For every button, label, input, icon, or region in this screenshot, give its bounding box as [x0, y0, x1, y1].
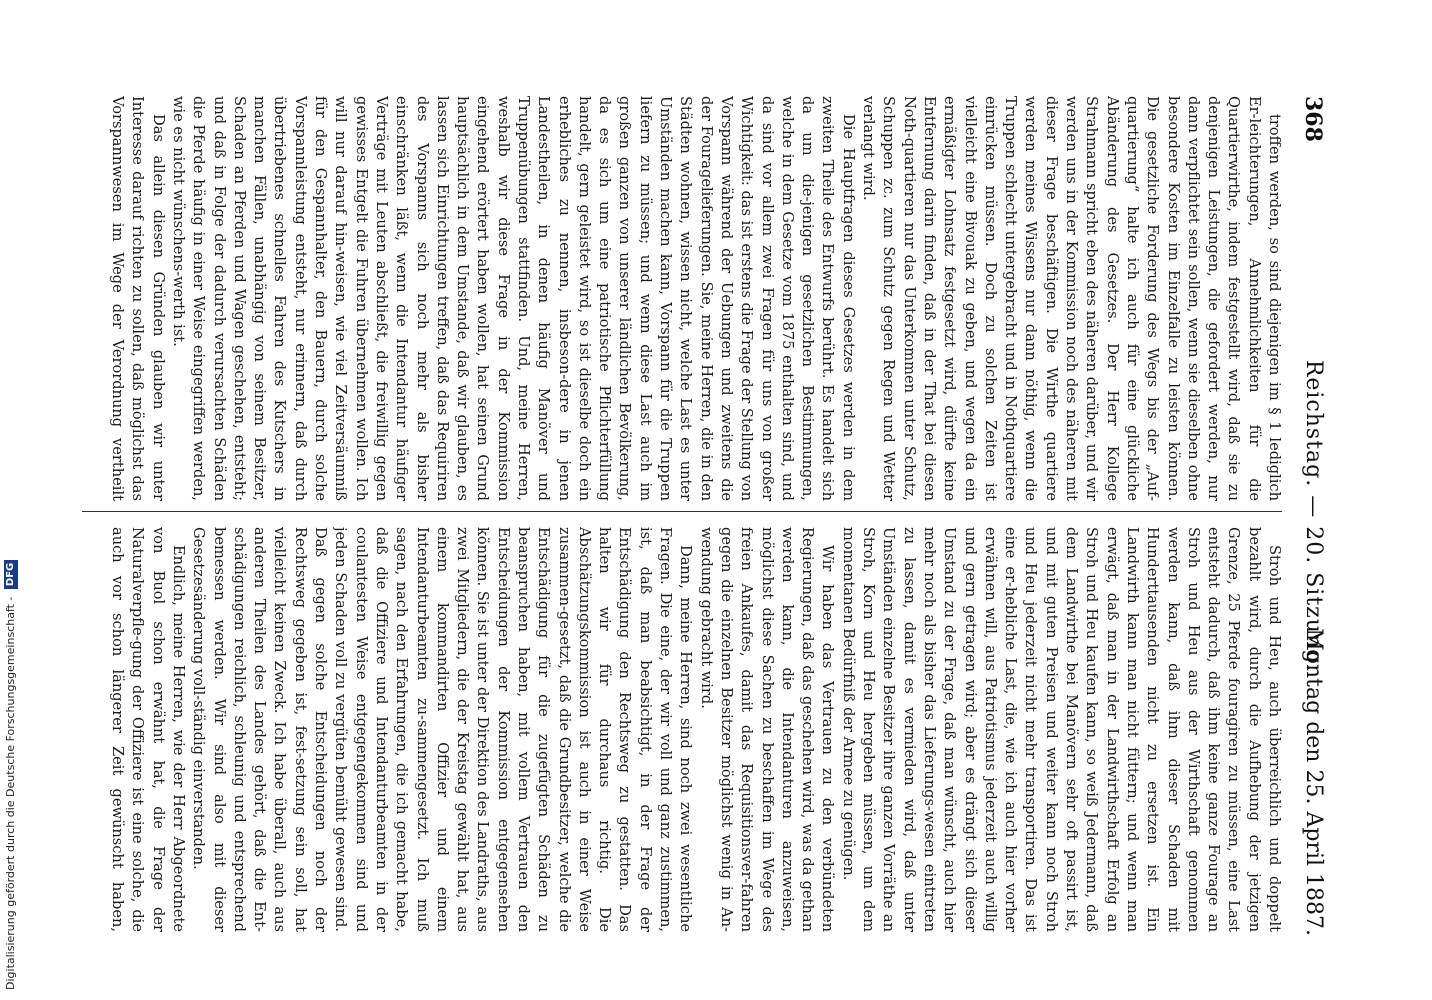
right-column	[104, 527, 1284, 932]
right-paragraph: Endlich, meine Herren, wie der Herr Abgeordnete von Buol schon erwähnt hat, die Frage der Naturalverpfle-gung der Offiziere ist eine solche, die auch vor schon längerer Zeit gewünscht haben,	[109, 527, 187, 932]
attribution-line	[0, 0, 22, 1000]
page-title: Reichstag. — 20. Sitzung.	[1301, 359, 1326, 673]
left-column	[104, 96, 1284, 501]
page-number: 368	[1300, 96, 1326, 142]
dfg-logo: DFG	[4, 560, 18, 589]
attribution-text: Digitalisierung gefördert durch die Deutsche Forschungsgemeinschaft -	[4, 596, 17, 990]
page-header	[1292, 96, 1332, 936]
right-paragraph: Wir haben das Vertrauen zu den verbündeten Regierungen, daß das geschehen wird, was da gethan werden kann, die Intendanturen anzuweisen, möglichst diese Sachen zu beschaffen im Wege des freien Ankaufes, damit das Requisitionsver-fahren gegen die einzelnen Besitzer möglichst wenig in An-wendung gebracht wird.	[697, 527, 837, 932]
page-date: Montag den 25. April 1887.	[1301, 628, 1326, 936]
attribution-strip	[0, 0, 22, 1000]
column-divider	[82, 511, 1282, 512]
right-paragraph: Dann, meine Herren, sind noch zwei wesentliche Fragen. Die eine, der wir voll und ganz zustimmen, ist, daß man beabsichtigt, in der Frage der Entschädigung den Rechtsweg zu gestatten. Das halten wir für durchaus richtig. Die Abschätzungskommission ist auch in einer Weise zusammen-gesetzt, daß die Grundbesitzer, welche die Entschädigung für die zugefügten Schäden zu beanspruchen haben, mit vollem Vertrauen den Entscheidungen der Kommission entgegensehen können. Sie ist unter der Direktion des Landraths, aus zwei Mitgliedern, die der Kreistag gewählt hat, aus einem kommandirten Offizier und einem Intendanturbeamten zu-sammengesetzt. Ich muß sagen, nach den Erfahrungen, die ich gemacht habe, daß die Offiziere und Intendanturbeamten in der coulantesten Weise entgegengekommen sind und jeden Schaden voll zu vergüten bemüht gewesen sind. Daß gegen solche Entscheidungen noch der Rechtsweg gegeben ist, fest-setzung sein soll, hat vielleicht keinen Zweck. Ich habe überall, auch aus anderen Theilen des Landes gehört, daß die Ent-schädigungen reichlich, schleunig und entsprechend bemessen werden. Wir sind also mit dieser Gesetzesänderung voll-ständig einverstanden.	[190, 527, 695, 932]
left-paragraph: troffen werden, so sind diejenigen im § 1 lediglich Er-leichterungen, Annehmlichkeiten für die Quartierwirthe, indem festgestellt wird, daß sie zu denjenigen Leistungen, die gefordert werden, nur dann verpflichtet sein sollen, wenn sie dieselben ohne besondere Kosten im Einzelfalle zu leisten können. Die gesetzliche Forderung des Wegs bis der „Auf-quartierung“ halte ich auch für eine glückliche Abänderung des Gesetzes. Der Herr Kollege Strahmann spricht eben des näheren darüber, und wir werden uns in der Kommission noch des näheren mit dieser Frage beschäftigen. Die Wirthe quartiere werden meines Wissens nur dann nöthig, wenn die Truppen schlecht untergebracht und in Nothquartiere einrücken müssen. Doch zu solchen Zeiten ist vielleicht eine Bivouak zu geben, und wegen da ein ermäßigter Lohnsatz festgesetzt wird, dürfte keine Entfernung darin finden, daß in der That bei diesen Noth-quartieren nur das Unterkommen unter Schutz, Schuppen zc. zum Schutz gegen Regen und Wetter verlangt wird.	[860, 96, 1283, 501]
left-paragraph: Das allein diesen Gründen glauben wir unter Interesse darauf richten zu sollen, daß möglichst das Vorspannwesen im Wege der Verordnung vertheilt	[109, 96, 167, 501]
right-paragraph: Stroh und Heu, auch überreichlich und doppelt bezahlt wird, durch die Aufhebung der jetzigen Grenze, 25 Pferde fouragiren zu müssen, eine Last entsteht dadurch, daß ihm keine ganze Fourage an Stroh und Heu aus der Wirthschaft genommen werden kann, daß ihm dieser Schaden mit Hunderttausenden nicht zu ersetzen ist. Ein Landwirth kann man nicht füttern; und wenn man erwägt, daß man in der Landwirthschaft Erfolg an Stroh und Heu kaufen kann, so weiß Jedermann, daß dem Landwirthe bei Manövern sehr oft passirt ist, und mit guten Preisen und weiter kann noch Stroh und Heu jederzeit nicht mehr transportiren. Das ist eine er-hebliche Last, die, wie ich auch hier vorher erwähnen will, aus Patriotismus jederzeit auch willig und gern getragen wird; aber es drängt sich dieser Umstand zu der Frage, daß man wünscht, auch hier mehr noch als bisher das Lieferungs-wesen eintreten zu lassen, damit es vermieden wird, daß unter Umständen einzelne Besitzer ihre ganzen Vorräthe an Stroh, Korn und Heu hergeben müssen, um dem momentanen Bedürfniß der Armee zu genügen.	[839, 527, 1283, 932]
left-paragraph: Die Hauptfragen dieses Gesetzes werden in dem zweiten Theile des Entwurfs berührt. Es handelt sich da um die-jenigen gesetzlichen Bestimmungen, welche in dem Gesetze vom 1875 enthalten sind, und da sind vor allem zwei Fragen für uns von großer Wichtigkeit: das ist erstens die Frage der Stellung von Vorspann während der Uebungen und zweitens die der Fouragelieferungen. Sie, meine Herren, die in den Städten wohnen, wissen nicht, welche Last es unter Umständen machen kann, Vorspann für die Truppen liefern zu müssen; und wenn diese Last auch im großen ganzen von unserer ländlichen Bevölkerung, da es sich um eine patriotische Pflichterfüllung handelt, gern geleistet wird, so ist dieselbe doch ein erhebliches zu nennen, insbeson-dere in jenen Landestheilen, in denen häufig Manöver und Truppenübungen stattfinden. Und, meine Herren, weshalb wir diese Frage in der Kommission eingehend erörtert haben wollen, hat seinen Grund hauptsächlich in dem Umstande, daß wir glauben, es lassen sich Einrichtungen treffen, daß das Requiriren des Vorspanns sich noch mehr als bisher einschränken läßt, wenn die Intendantur häufiger Verträge mit Leuten abschließt, die freiwillig gegen gewisses Entgelt die Fuhren übernehmen wollen. Ich will nur darauf hin-weisen, wie viel Zeitversäumniß für den Gespannhalter, den Bauern, durch solche Vorspannleistung entsteht, nur erinnern, daß durch übertriebenes schnelles Fahren des Kutschers in manchen Fällen, unabhängig von seinem Besitzer, Schaden an Pferden und Wagen geschehen, entsteht; und daß in Folge der dadurch verursachten Schäden die Pferde häufig in einer Weise eingegriffen werden, wie es nicht wünschens-werth ist.	[169, 96, 857, 501]
